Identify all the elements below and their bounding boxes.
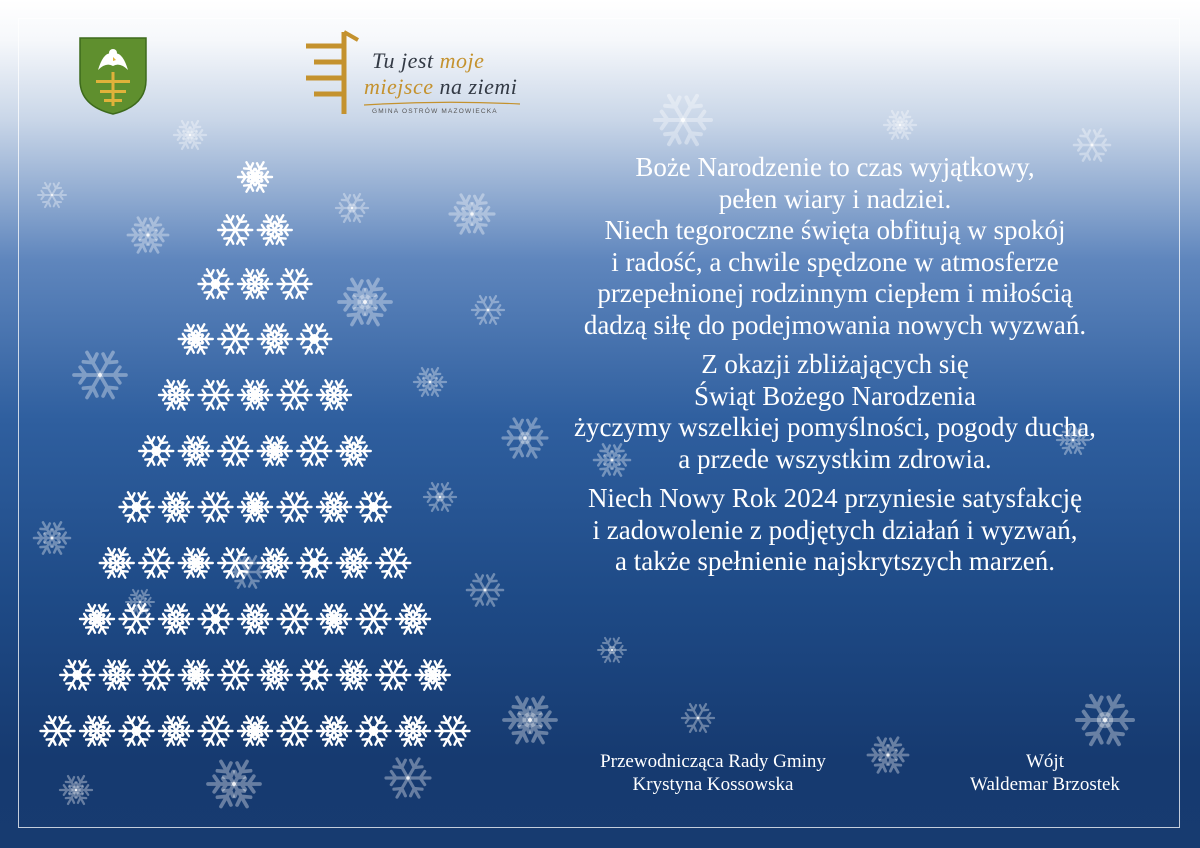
snowflake-icon	[238, 716, 272, 745]
snowflake-icon	[199, 380, 233, 409]
snowflake-icon	[159, 716, 193, 745]
snowflake-icon	[100, 548, 134, 577]
snowflake-icon	[297, 548, 331, 577]
snowflake-icon	[396, 716, 430, 745]
greeting-line: Niech tegoroczne święta obfitują w spokój	[604, 215, 1066, 245]
snowflake-icon	[159, 380, 193, 409]
snowflake-icon	[436, 716, 470, 745]
snowflake-icon	[199, 492, 233, 521]
signature-name: Waldemar Brzostek	[970, 774, 1120, 795]
greeting-paragraph-3	[490, 483, 1180, 578]
brand-slogan-line1: Tu jest moje	[372, 48, 485, 73]
snowflake-icon	[139, 436, 173, 465]
snowflake-icon	[357, 604, 391, 633]
greeting-line: pełen wiary i nadziei.	[718, 183, 952, 214]
brand-logo	[300, 30, 530, 125]
snowflake-icon	[376, 548, 410, 577]
snowflake-icon	[317, 716, 351, 745]
snowflake-icon	[258, 324, 292, 353]
snowflake-icon	[218, 436, 252, 465]
greeting-text	[490, 152, 1180, 586]
snowflake-icon	[416, 660, 450, 689]
greeting-line: życzymy wszelkiej pomyślności, pogody ducha,	[574, 412, 1096, 442]
brand-slogan-line2: miejsce na ziemi	[364, 74, 518, 99]
coat-of-arms-icon	[78, 36, 148, 116]
snowflake-icon	[337, 660, 371, 689]
greeting-line: Boże Narodzenie to czas wyjątkowy,	[635, 152, 1035, 182]
snowflake-icon	[179, 548, 213, 577]
signature-mayor	[930, 750, 1160, 796]
snowflake-icon	[278, 604, 312, 633]
snowflake-icon	[238, 492, 272, 521]
greeting-line: i radość, a chwile spędzone w atmosferze	[611, 246, 1059, 277]
snowflake-icon	[258, 436, 292, 465]
snowflake-icon	[80, 716, 114, 745]
snowflake-icon	[100, 660, 134, 689]
snowflake-icon	[159, 604, 193, 633]
greeting-line: dadzą siłę do podejmowania nowych wyzwań.	[583, 309, 1087, 340]
greeting-line: i zadowolenie z podjętych działań i wyzwań,	[592, 514, 1078, 545]
snowflake-icon	[179, 660, 213, 689]
snowflake-icon	[139, 548, 173, 577]
snowflake-icon	[179, 324, 213, 353]
brand-subtitle: GMINA OSTRÓW MAZOWIECKA	[372, 108, 498, 115]
snowflake-icon	[159, 492, 193, 521]
snowflake-icon	[179, 436, 213, 465]
brand-underline	[362, 100, 522, 108]
snowflake-icon	[218, 548, 252, 577]
snowflake-icon	[120, 716, 154, 745]
snowflake-icon	[337, 548, 371, 577]
snowflake-icon	[258, 215, 292, 244]
snowflake-icon	[199, 716, 233, 745]
signature-council-chair	[548, 750, 878, 796]
snowflake-icon	[218, 215, 252, 244]
snowflake-icon	[218, 324, 252, 353]
snowflake-icon	[337, 436, 371, 465]
snowflake-icon	[278, 492, 312, 521]
snowflake-icon	[218, 660, 252, 689]
snowflake-icon	[60, 660, 94, 689]
snowflake-icon	[376, 660, 410, 689]
brand-logo-icon	[300, 30, 362, 120]
snowflake-icon	[238, 162, 272, 191]
snowflake-icon	[297, 660, 331, 689]
snowflake-icon	[297, 324, 331, 353]
greeting-line: przepełnionej rodzinnym ciepłem i miłością	[597, 278, 1073, 308]
signature-title: Przewodnicząca Rady Gminy	[600, 751, 826, 772]
greeting-line: a przede wszystkim zdrowia.	[678, 443, 992, 474]
snowflake-icon	[199, 604, 233, 633]
snowflake-icon	[120, 604, 154, 633]
snowflake-icon	[278, 716, 312, 745]
snowflake-icon	[238, 380, 272, 409]
greeting-paragraph-1	[490, 152, 1180, 341]
greeting-line: Z okazji zbliżających się	[701, 349, 969, 379]
snowflake-icon	[278, 380, 312, 409]
snowflake-icon	[258, 548, 292, 577]
snowflake-icon	[278, 269, 312, 298]
snowflake-icon	[139, 660, 173, 689]
snowflake-icon	[199, 269, 233, 298]
snowflake-icon	[41, 716, 75, 745]
snowflake-icon	[317, 380, 351, 409]
greeting-line: Niech Nowy Rok 2024 przyniesie satysfakcję	[587, 483, 1083, 513]
snowflake-icon	[357, 716, 391, 745]
greeting-line: Świąt Bożego Narodzenia	[694, 380, 976, 411]
snowflake-icon	[357, 492, 391, 521]
snowflake-icon	[238, 269, 272, 298]
snowflake-icon	[80, 604, 114, 633]
snowflake-icon	[297, 436, 331, 465]
snowflake-icon	[258, 660, 292, 689]
greeting-paragraph-2	[490, 349, 1180, 475]
snowflake-icon	[238, 604, 272, 633]
signature-title: Wójt	[1026, 751, 1064, 772]
snowflake-icon	[317, 492, 351, 521]
signature-name: Krystyna Kossowska	[632, 774, 794, 795]
greeting-line: a także spełnienie najskrytszych marzeń.	[614, 546, 1056, 576]
snowflake-icon	[396, 604, 430, 633]
snowflake-icon	[317, 604, 351, 633]
snowflake-icon	[120, 492, 154, 521]
